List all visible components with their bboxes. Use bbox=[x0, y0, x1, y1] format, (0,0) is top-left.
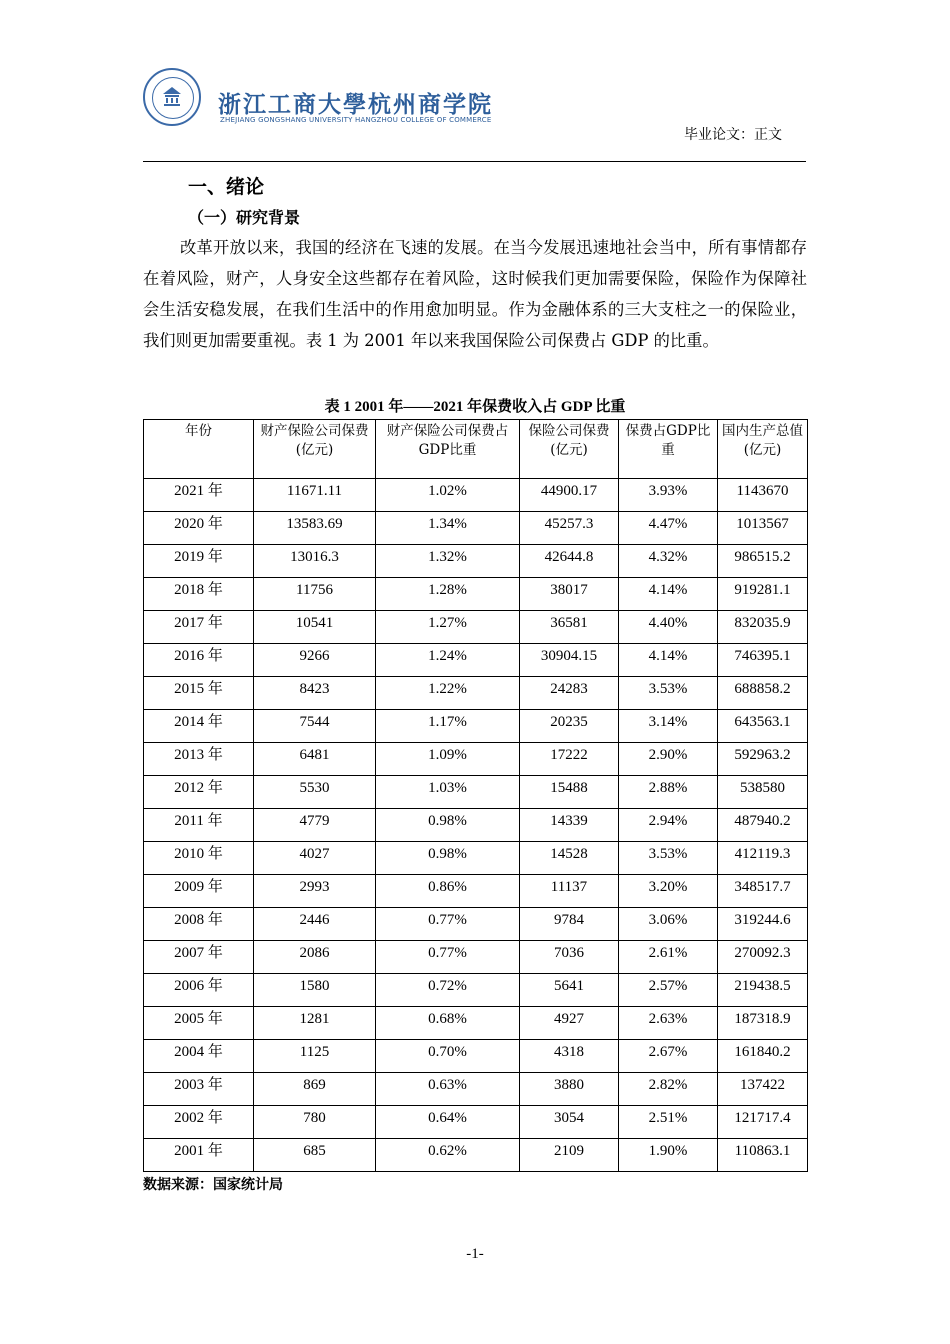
cell-year: 2020 年 bbox=[144, 512, 254, 545]
cell-insurer-premium: 30904.15 bbox=[520, 644, 619, 677]
cell-insurer-premium: 7036 bbox=[520, 941, 619, 974]
university-name-en: ZHEJIANG GONGSHANG UNIVERSITY HANGZHOU COLLEGE OF COMMERCE bbox=[220, 116, 492, 124]
cell-property-gdp-share: 0.77% bbox=[376, 908, 520, 941]
cell-premium-gdp-share: 3.93% bbox=[619, 479, 718, 512]
table-row bbox=[144, 1106, 808, 1139]
cell-premium-gdp-share: 3.14% bbox=[619, 710, 718, 743]
cell-gdp: 319244.6 bbox=[718, 908, 808, 941]
cell-year: 2001 年 bbox=[144, 1139, 254, 1172]
cell-property-premium: 8423 bbox=[254, 677, 376, 710]
cell-property-premium: 869 bbox=[254, 1073, 376, 1106]
cell-year: 2021 年 bbox=[144, 479, 254, 512]
cell-premium-gdp-share: 2.61% bbox=[619, 941, 718, 974]
cell-property-gdp-share: 0.86% bbox=[376, 875, 520, 908]
cell-year: 2011 年 bbox=[144, 809, 254, 842]
cell-premium-gdp-share: 3.53% bbox=[619, 677, 718, 710]
cell-insurer-premium: 3054 bbox=[520, 1106, 619, 1139]
table-row bbox=[144, 1040, 808, 1073]
table-row bbox=[144, 776, 808, 809]
cell-year: 2013 年 bbox=[144, 743, 254, 776]
cell-property-gdp-share: 1.27% bbox=[376, 611, 520, 644]
cell-premium-gdp-share: 2.51% bbox=[619, 1106, 718, 1139]
cell-property-premium: 7544 bbox=[254, 710, 376, 743]
cell-premium-gdp-share: 2.94% bbox=[619, 809, 718, 842]
table-row bbox=[144, 1139, 808, 1172]
table-row bbox=[144, 974, 808, 1007]
cell-insurer-premium: 9784 bbox=[520, 908, 619, 941]
cell-insurer-premium: 44900.17 bbox=[520, 479, 619, 512]
cell-property-gdp-share: 0.72% bbox=[376, 974, 520, 1007]
cell-year: 2016 年 bbox=[144, 644, 254, 677]
cell-property-premium: 780 bbox=[254, 1106, 376, 1139]
header-property-gdp-share: 财产保险公司保费占GDP比重 bbox=[376, 420, 520, 479]
cell-property-gdp-share: 0.63% bbox=[376, 1073, 520, 1106]
cell-insurer-premium: 4318 bbox=[520, 1040, 619, 1073]
cell-property-gdp-share: 0.64% bbox=[376, 1106, 520, 1139]
table-row bbox=[144, 710, 808, 743]
cell-gdp: 746395.1 bbox=[718, 644, 808, 677]
cell-property-gdp-share: 0.68% bbox=[376, 1007, 520, 1040]
cell-year: 2017 年 bbox=[144, 611, 254, 644]
cell-property-gdp-share: 1.22% bbox=[376, 677, 520, 710]
cell-premium-gdp-share: 3.20% bbox=[619, 875, 718, 908]
table-caption: 表 1 2001 年——2021 年保费收入占 GDP 比重 bbox=[324, 399, 626, 415]
cell-premium-gdp-share: 4.32% bbox=[619, 545, 718, 578]
table-row bbox=[144, 545, 808, 578]
cell-premium-gdp-share: 4.14% bbox=[619, 578, 718, 611]
table-body bbox=[144, 479, 808, 1172]
cell-year: 2006 年 bbox=[144, 974, 254, 1007]
table-row bbox=[144, 809, 808, 842]
cell-insurer-premium: 24283 bbox=[520, 677, 619, 710]
cell-gdp: 1013567 bbox=[718, 512, 808, 545]
cell-gdp: 412119.3 bbox=[718, 842, 808, 875]
cell-property-gdp-share: 1.17% bbox=[376, 710, 520, 743]
cell-premium-gdp-share: 4.40% bbox=[619, 611, 718, 644]
cell-gdp: 592963.2 bbox=[718, 743, 808, 776]
cell-property-premium: 1125 bbox=[254, 1040, 376, 1073]
cell-property-premium: 2993 bbox=[254, 875, 376, 908]
cell-insurer-premium: 15488 bbox=[520, 776, 619, 809]
cell-insurer-premium: 11137 bbox=[520, 875, 619, 908]
table-row bbox=[144, 1073, 808, 1106]
document-type-label: 毕业论文：正文 bbox=[684, 127, 782, 143]
header-gdp: 国内生产总值(亿元) bbox=[718, 420, 808, 479]
section-subtitle: （一）研究背景 bbox=[188, 208, 301, 227]
cell-gdp: 110863.1 bbox=[718, 1139, 808, 1172]
cell-premium-gdp-share: 2.88% bbox=[619, 776, 718, 809]
cell-insurer-premium: 38017 bbox=[520, 578, 619, 611]
table-row bbox=[144, 908, 808, 941]
cell-gdp: 121717.4 bbox=[718, 1106, 808, 1139]
cell-insurer-premium: 5641 bbox=[520, 974, 619, 1007]
cell-year: 2003 年 bbox=[144, 1073, 254, 1106]
cell-year: 2015 年 bbox=[144, 677, 254, 710]
cell-property-gdp-share: 1.03% bbox=[376, 776, 520, 809]
table-row bbox=[144, 875, 808, 908]
cell-premium-gdp-share: 3.06% bbox=[619, 908, 718, 941]
cell-year: 2010 年 bbox=[144, 842, 254, 875]
cell-year: 2005 年 bbox=[144, 1007, 254, 1040]
cell-property-gdp-share: 1.34% bbox=[376, 512, 520, 545]
cell-property-gdp-share: 1.02% bbox=[376, 479, 520, 512]
cell-property-premium: 4779 bbox=[254, 809, 376, 842]
cell-property-premium: 11671.11 bbox=[254, 479, 376, 512]
cell-gdp: 137422 bbox=[718, 1073, 808, 1106]
data-source-note: 数据来源：国家统计局 bbox=[143, 1177, 283, 1193]
cell-property-premium: 4027 bbox=[254, 842, 376, 875]
cell-gdp: 538580 bbox=[718, 776, 808, 809]
cell-year: 2007 年 bbox=[144, 941, 254, 974]
cell-property-premium: 685 bbox=[254, 1139, 376, 1172]
cell-premium-gdp-share: 2.63% bbox=[619, 1007, 718, 1040]
cell-insurer-premium: 3880 bbox=[520, 1073, 619, 1106]
cell-property-gdp-share: 1.28% bbox=[376, 578, 520, 611]
page-number: -1- bbox=[466, 1246, 484, 1262]
cell-property-premium: 10541 bbox=[254, 611, 376, 644]
cell-insurer-premium: 14528 bbox=[520, 842, 619, 875]
cell-insurer-premium: 14339 bbox=[520, 809, 619, 842]
premium-gdp-table bbox=[143, 419, 808, 1172]
cell-insurer-premium: 2109 bbox=[520, 1139, 619, 1172]
cell-premium-gdp-share: 2.82% bbox=[619, 1073, 718, 1106]
table-row bbox=[144, 578, 808, 611]
cell-gdp: 919281.1 bbox=[718, 578, 808, 611]
table-row bbox=[144, 1007, 808, 1040]
university-seal-logo bbox=[143, 68, 201, 126]
cell-property-premium: 5530 bbox=[254, 776, 376, 809]
cell-year: 2004 年 bbox=[144, 1040, 254, 1073]
cell-insurer-premium: 17222 bbox=[520, 743, 619, 776]
cell-gdp: 270092.3 bbox=[718, 941, 808, 974]
cell-insurer-premium: 20235 bbox=[520, 710, 619, 743]
cell-property-premium: 2086 bbox=[254, 941, 376, 974]
cell-gdp: 161840.2 bbox=[718, 1040, 808, 1073]
cell-gdp: 1143670 bbox=[718, 479, 808, 512]
cell-gdp: 832035.9 bbox=[718, 611, 808, 644]
cell-property-premium: 1281 bbox=[254, 1007, 376, 1040]
header-premium-gdp-share: 保费占GDP比重 bbox=[619, 420, 718, 479]
cell-year: 2018 年 bbox=[144, 578, 254, 611]
table-row bbox=[144, 677, 808, 710]
cell-premium-gdp-share: 3.53% bbox=[619, 842, 718, 875]
cell-year: 2008 年 bbox=[144, 908, 254, 941]
cell-gdp: 643563.1 bbox=[718, 710, 808, 743]
cell-premium-gdp-share: 2.57% bbox=[619, 974, 718, 1007]
cell-premium-gdp-share: 2.90% bbox=[619, 743, 718, 776]
cell-gdp: 986515.2 bbox=[718, 545, 808, 578]
body-paragraph: 改革开放以来，我国的经济在飞速的发展。在当今发展迅速地社会当中，所有事情都存在着风险，财产，人身安全这些都存在着风险，这时候我们更加需要保险，保险作为保障社会生活安稳发展，在我们生活中的作用愈加明显。作为金融体系的三大支柱之一的保险业，我们则更加需要重视。表 1 为 2001 年以来我国保险公司保费占 GDP 的比重。 bbox=[143, 238, 807, 350]
cell-gdp: 219438.5 bbox=[718, 974, 808, 1007]
cell-property-gdp-share: 0.98% bbox=[376, 809, 520, 842]
table-row bbox=[144, 512, 808, 545]
university-name-cn: 浙江工商大學杭州商学院 bbox=[218, 91, 493, 118]
cell-property-gdp-share: 0.77% bbox=[376, 941, 520, 974]
header-year: 年份 bbox=[144, 420, 254, 479]
cell-property-gdp-share: 0.98% bbox=[376, 842, 520, 875]
header-divider bbox=[143, 161, 806, 162]
cell-year: 2002 年 bbox=[144, 1106, 254, 1139]
header-insurer-premium: 保险公司保费(亿元) bbox=[520, 420, 619, 479]
cell-property-premium: 6481 bbox=[254, 743, 376, 776]
cell-gdp: 348517.7 bbox=[718, 875, 808, 908]
table-row bbox=[144, 644, 808, 677]
cell-premium-gdp-share: 1.90% bbox=[619, 1139, 718, 1172]
cell-insurer-premium: 42644.8 bbox=[520, 545, 619, 578]
header-property-premium: 财产保险公司保费(亿元) bbox=[254, 420, 376, 479]
cell-premium-gdp-share: 4.47% bbox=[619, 512, 718, 545]
table-row bbox=[144, 941, 808, 974]
table-row bbox=[144, 479, 808, 512]
cell-premium-gdp-share: 2.67% bbox=[619, 1040, 718, 1073]
cell-property-premium: 11756 bbox=[254, 578, 376, 611]
cell-property-gdp-share: 1.32% bbox=[376, 545, 520, 578]
cell-year: 2019 年 bbox=[144, 545, 254, 578]
table-header-row bbox=[144, 420, 808, 479]
table-row bbox=[144, 743, 808, 776]
cell-property-gdp-share: 0.62% bbox=[376, 1139, 520, 1172]
cell-insurer-premium: 45257.3 bbox=[520, 512, 619, 545]
chapter-title: 一、绪论 bbox=[188, 176, 265, 198]
table-row bbox=[144, 842, 808, 875]
cell-year: 2012 年 bbox=[144, 776, 254, 809]
cell-property-premium: 13583.69 bbox=[254, 512, 376, 545]
cell-property-gdp-share: 1.09% bbox=[376, 743, 520, 776]
cell-property-premium: 9266 bbox=[254, 644, 376, 677]
cell-premium-gdp-share: 4.14% bbox=[619, 644, 718, 677]
building-icon bbox=[162, 86, 182, 106]
cell-gdp: 487940.2 bbox=[718, 809, 808, 842]
cell-year: 2009 年 bbox=[144, 875, 254, 908]
cell-property-gdp-share: 1.24% bbox=[376, 644, 520, 677]
cell-insurer-premium: 4927 bbox=[520, 1007, 619, 1040]
cell-property-gdp-share: 0.70% bbox=[376, 1040, 520, 1073]
cell-property-premium: 2446 bbox=[254, 908, 376, 941]
cell-gdp: 187318.9 bbox=[718, 1007, 808, 1040]
table-row bbox=[144, 611, 808, 644]
cell-property-premium: 1580 bbox=[254, 974, 376, 1007]
cell-property-premium: 13016.3 bbox=[254, 545, 376, 578]
cell-gdp: 688858.2 bbox=[718, 677, 808, 710]
cell-insurer-premium: 36581 bbox=[520, 611, 619, 644]
cell-year: 2014 年 bbox=[144, 710, 254, 743]
